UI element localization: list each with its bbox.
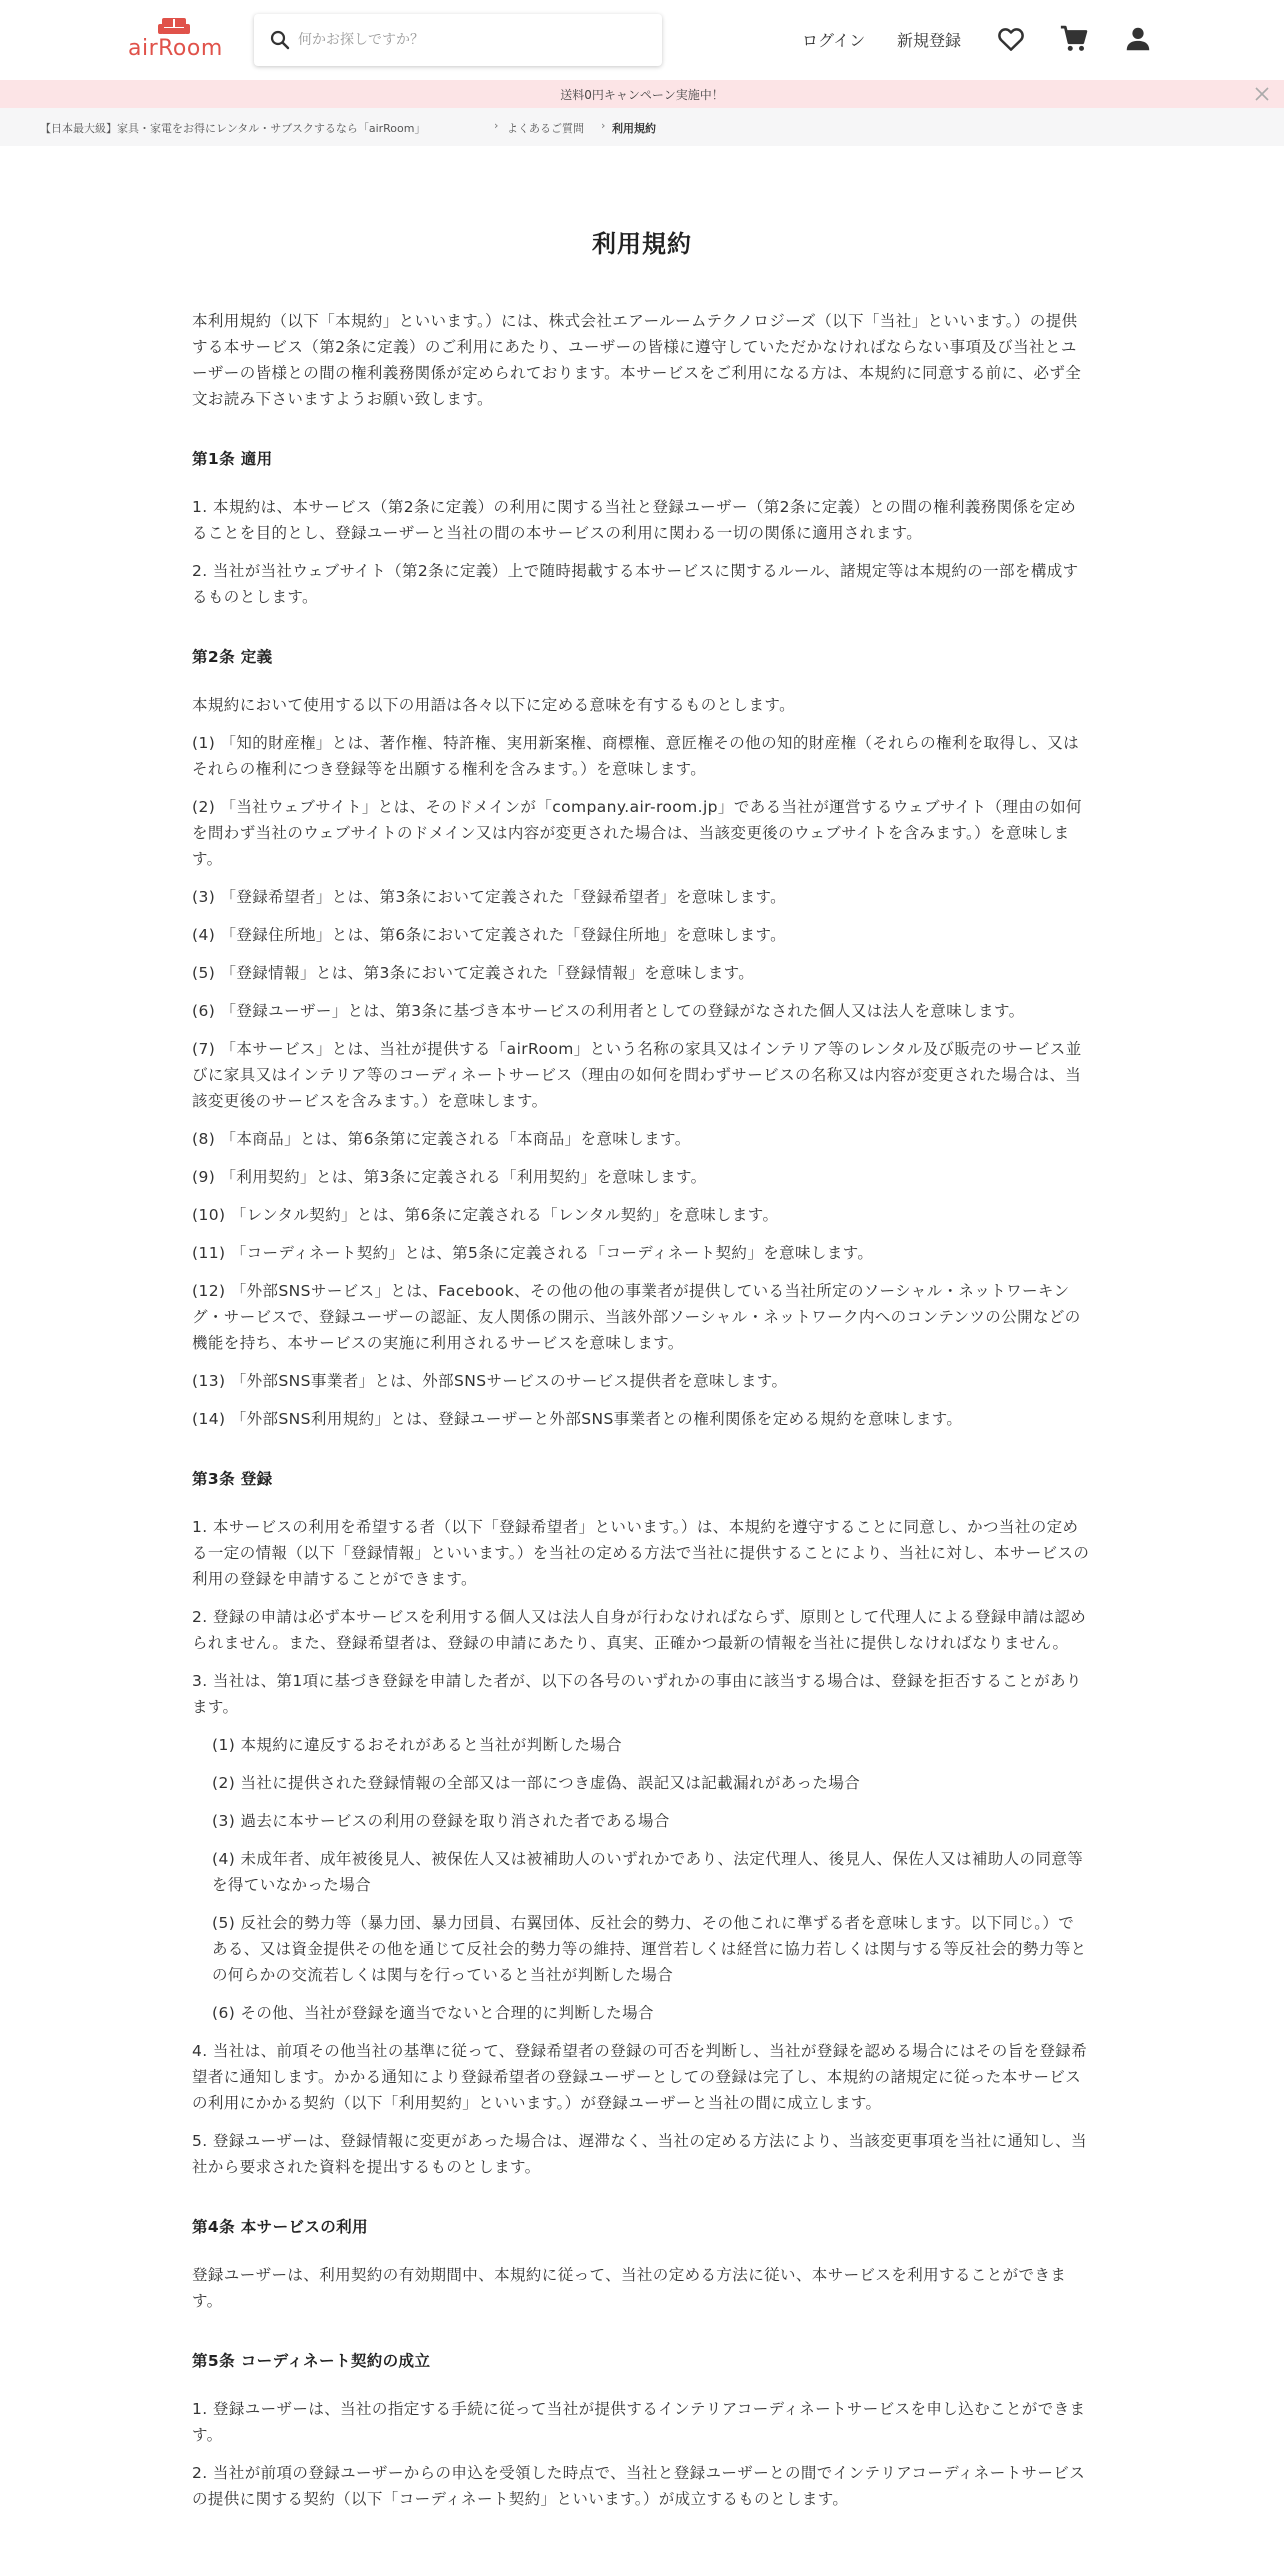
user-icon[interactable]: [1123, 24, 1153, 54]
definition-item: (11) 「コーディネート契約」とは、第5条に定義される「コーディネート契約」を意味します。: [192, 1244, 874, 1262]
section-heading: 第1条 適用: [192, 450, 273, 468]
campaign-banner: [0, 80, 1284, 108]
section-heading: 第5条 コーディネート契約の成立: [192, 2352, 431, 2370]
rejection-reason-item: (1) 本規約に違反するおそれがあると当社が判断した場合: [212, 1736, 623, 1754]
terms-content: [192, 308, 1090, 2546]
section-paragraph: 1. 登録ユーザーは、当社の指定する手続に従って当社が提供するインテリアコーディネートサービスを申し込むことができます。: [192, 2400, 1086, 2444]
section-article-5: [192, 2348, 1090, 2512]
campaign-banner-text: 送料0円キャンペーン実施中！: [560, 88, 724, 102]
definition-item: (9) 「利用契約」とは、第3条に定義される「利用契約」を意味します。: [192, 1168, 707, 1186]
section-heading: 第4条 本サービスの利用: [192, 2218, 368, 2236]
definition-item: (1) 「知的財産権」とは、著作権、特許権、実用新案権、商標権、意匠権その他の知的財産権（それらの権利を取得し、又はそれらの権利につき登録等を出願する権利を含みます。）を意味します。: [192, 734, 1080, 778]
site-logo[interactable]: [128, 18, 223, 62]
definition-item: (3) 「登録希望者」とは、第3条において定義された「登録希望者」を意味します。: [192, 888, 787, 906]
close-icon[interactable]: [1252, 84, 1272, 104]
signup-link[interactable]: 新規登録: [897, 31, 962, 50]
section-article-4: [192, 2214, 1090, 2314]
section-heading: 第2条 定義: [192, 648, 273, 666]
section-paragraph: 2. 当社が当社ウェブサイト（第2条に定義）上で随時掲載する本サービスに関するルール、諸規定等は本規約の一部を構成するものとします。: [192, 562, 1079, 606]
rejection-reason-item: (3) 過去に本サービスの利用の登録を取り消された者である場合: [212, 1812, 670, 1830]
rejection-reason-item: (6) その他、当社が登録を適当でないと合理的に判断した場合: [212, 2004, 654, 2022]
section-paragraph: 1. 本規約は、本サービス（第2条に定義）の利用に関する当社と登録ユーザー（第2条に定義）との間の権利義務関係を定めることを目的とし、登録ユーザーと当社の間の本サービスの利用に関わる一切の関係に適用されます。: [192, 498, 1077, 542]
breadcrumb: [0, 108, 1284, 146]
section-paragraph: 2. 当社が前項の登録ユーザーからの申込を受領した時点で、当社と登録ユーザーとの間でインテリアコーディネートサービスの提供に関する契約（以下「コーディネート契約」といいます。）が成立するものとします。: [192, 2464, 1086, 2508]
definition-item: (14) 「外部SNS利用規約」とは、登録ユーザーと外部SNS事業者との権利関係を定める規約を意味します。: [192, 1410, 963, 1428]
section-paragraph: 5. 登録ユーザーは、登録情報に変更があった場合は、遅滞なく、当社の定める方法により、当該変更事項を当社に通知し、当社から要求された資料を提出するものとします。: [192, 2132, 1087, 2176]
section-article-2: [192, 644, 1090, 1432]
search-icon[interactable]: [270, 30, 290, 50]
definition-item: (7) 「本サービス」とは、当社が提供する「airRoom」という名称の家具又はインテリア等のレンタル及び販売のサービス並びに家具又はインテリア等のコーディネートサービス（理由の如何を問わずサービスの名称又は内容が変更された場合は、当該変更後のサービスを含みます。）を意味します。: [192, 1040, 1082, 1110]
search-box: [254, 14, 662, 66]
section-article-3: [192, 1466, 1090, 2180]
logo-text: airRoom: [128, 36, 223, 61]
rejection-reason-item: (2) 当社に提供された登録情報の全部又は一部につき虚偽、誤記又は記載漏れがあった場合: [212, 1774, 861, 1792]
breadcrumb-separator: ›: [601, 119, 606, 132]
section-paragraph: 本規約において使用する以下の用語は各々以下に定める意味を有するものとします。: [192, 696, 795, 714]
breadcrumb-item-faq[interactable]: よくあるご質問: [507, 122, 584, 135]
breadcrumb-item-home[interactable]: 【日本最大級】家具・家電をお得にレンタル・サブスクするなら「airRoom」: [40, 122, 426, 135]
definition-item: (6) 「登録ユーザー」とは、第3条に基づき本サービスの利用者としての登録がなされた個人又は法人を意味します。: [192, 1002, 1025, 1020]
site-header: [0, 0, 1284, 80]
section-article-1: [192, 446, 1090, 610]
rejection-reason-item: (4) 未成年者、成年被後見人、被保佐人又は被補助人のいずれかであり、法定代理人、後見人、保佐人又は補助人の同意等を得ていなかった場合: [212, 1850, 1084, 1894]
section-paragraph: 3. 当社は、第1項に基づき登録を申請した者が、以下の各号のいずれかの事由に該当する場合は、登録を拒否することがあります。: [192, 1672, 1082, 1716]
section-paragraph: 2. 登録の申請は必ず本サービスを利用する個人又は法人自身が行わなければならず、原則として代理人による登録申請は認められません。また、登録希望者は、登録の申請にあたり、真実、正確かつ最新の情報を当社に提供しなければなりません。: [192, 1608, 1087, 1652]
breadcrumb-separator: ›: [494, 119, 499, 132]
section-paragraph: 1. 本サービスの利用を希望する者（以下「登録希望者」といいます。）は、本規約を遵守することに同意し、かつ当社の定める一定の情報（以下「登録情報」といいます。）を当社の定める方法で当社に提供することにより、当社に対し、本サービスの利用の登録を申請することができます。: [192, 1518, 1090, 1588]
terms-intro: 本利用規約（以下「本規約」といいます。）には、株式会社エアールームテクノロジーズ（以下「当社」といいます。）の提供する本サービス（第2条に定義）のご利用にあたり、ユーザーの皆様に遵守していただかなければならない事項及び当社とユーザーの皆様との間の権利義務関係が定められております。本サービスをご利用になる方は、本規約に同意する前に、必ず全文お読み下さいますようお願い致します。: [192, 312, 1082, 408]
section-paragraph: 登録ユーザーは、利用契約の有効期間中、本規約に従って、当社の定める方法に従い、本サービスを利用することができます。: [192, 2266, 1067, 2310]
definition-item: (10) 「レンタル契約」とは、第6条に定義される「レンタル契約」を意味します。: [192, 1206, 779, 1224]
login-link[interactable]: ログイン: [802, 31, 866, 50]
definition-item: (13) 「外部SNS事業者」とは、外部SNSサービスのサービス提供者を意味します。: [192, 1372, 788, 1390]
search-input[interactable]: [298, 14, 648, 66]
section-heading: 第3条 登録: [192, 1470, 273, 1488]
breadcrumb-item-current: 利用規約: [612, 122, 656, 135]
definition-item: (12) 「外部SNSサービス」とは、Facebook、その他の他の事業者が提供している当社所定のソーシャル・ネットワーキング・サービスで、登録ユーザーの認証、友人関係の開示、当該外部ソーシャル・ネットワーク内へのコンテンツの公開などの機能を持ち、本サービスの実施に利用されるサービスを意味します。: [192, 1282, 1081, 1352]
logo-sofa-icon: [158, 18, 190, 36]
definition-item: (2) 「当社ウェブサイト」とは、そのドメインが「company.air-room.jp」である当社が運営するウェブサイト（理由の如何を問わず当社のウェブサイトのドメイン又は内容が変更された場合は、当該変更後のウェブサイトを含みます。）を意味します。: [192, 798, 1082, 868]
heart-icon[interactable]: [996, 24, 1026, 54]
definition-item: (4) 「登録住所地」とは、第6条において定義された「登録住所地」を意味します。: [192, 926, 787, 944]
rejection-reason-item: (5) 反社会的勢力等（暴力団、暴力団員、右翼団体、反社会的勢力、その他これに準ずる者を意味します。以下同じ。）である、又は資金提供その他を通じて反社会的勢力等の維持、運営若しくは経営に協力若しくは関与する等反社会的勢力等との何らかの交流若しくは関与を行っていると当社が判断した場合: [212, 1914, 1087, 1984]
definition-item: (5) 「登録情報」とは、第3条において定義された「登録情報」を意味します。: [192, 964, 755, 982]
page-title: 利用規約: [592, 230, 692, 258]
section-paragraph: 4. 当社は、前項その他当社の基準に従って、登録希望者の登録の可否を判断し、当社が登録を認める場合にはその旨を登録希望者に通知します。かかる通知により登録希望者の登録ユーザーとしての登録は完了し、本規約の諸規定に従った本サービスの利用にかかる契約（以下「利用契約」といいます。）が登録ユーザーと当社の間に成立します。: [192, 2042, 1088, 2112]
definition-item: (8) 「本商品」とは、第6条第に定義される「本商品」を意味します。: [192, 1130, 691, 1148]
cart-icon[interactable]: [1059, 24, 1089, 54]
